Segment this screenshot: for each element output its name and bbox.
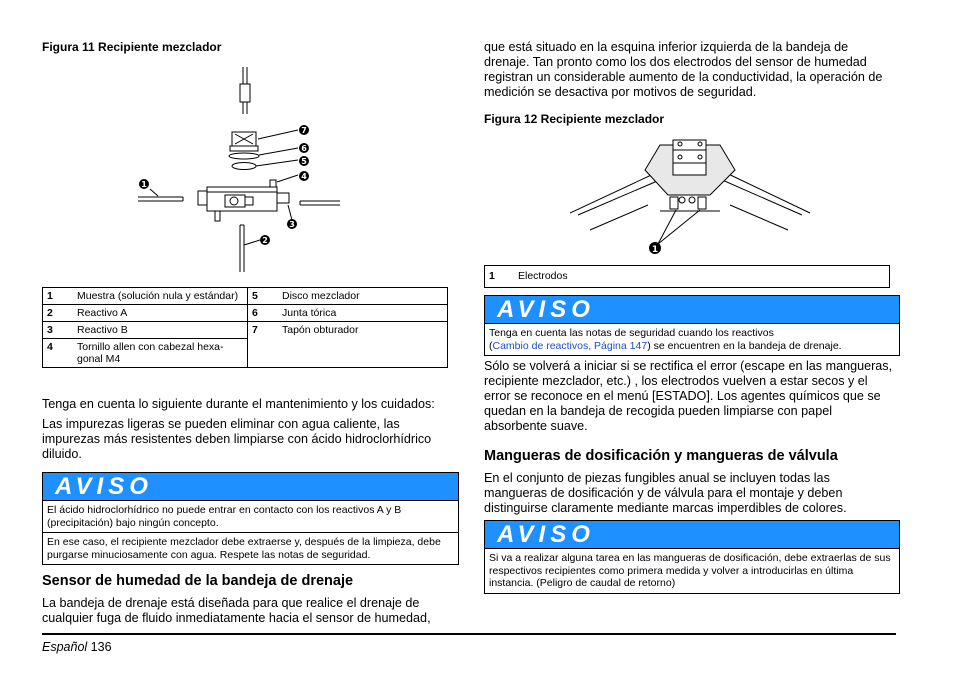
legend-row [43,288,448,305]
footer-divider [42,633,896,635]
page-footer [42,640,112,654]
legend-text: Reactivo A [73,305,248,322]
legend-num: 1 [43,288,74,305]
footer-language: Español [42,640,88,654]
legend-text: Junta tórica [278,305,448,322]
figure-11-mixing-vessel-diagram [130,62,340,277]
callout-1: 1 [141,180,147,189]
callout-5: 5 [301,157,307,166]
drain-tray-paragraph: La bandeja de drenaje está diseñada para que realice el drenaje de cualquier fuga de fluido inmediatamente hacia el sensor de humedad, [42,596,431,625]
legend-text: Electrodos [518,270,568,282]
callout-6: 6 [301,144,307,153]
section-heading-hoses: Mangueras de dosificación y mangueras de válvula [484,448,838,464]
figure-11-legend-table [42,287,448,368]
aviso-box-acid [42,472,459,565]
legend-num: 6 [248,305,279,322]
link-cambio-de-reactivos[interactable]: Cambio de reactivos, Página 147 [492,339,648,352]
aviso-text: Si va a realizar alguna tarea en las mangueras de dosificación, debe extraerlas de sus respectivos recipientes como primera medida y volver a introducirlas en última instancia. (Peligro de caudal de retorno) [489,552,891,589]
callout-4: 4 [301,172,307,181]
aviso-box-hoses [484,520,900,594]
aviso-heading: AVISO [43,473,458,501]
aviso-text-part: Tenga en cuenta las notas de seguridad cuando los reactivos [489,327,774,339]
legend-num: 5 [248,288,279,305]
legend-text: Muestra (solución nula y estándar) [73,288,248,305]
legend-text: Tapón obturador [278,322,448,368]
aviso-text [485,324,899,355]
figure-12-drain-tray-diagram [570,135,820,260]
aviso-text-part: ( [489,339,493,352]
impurities-paragraph: Las impurezas ligeras se pueden eliminar con agua caliente, las impurezas más resistentes deben limpiarse con ácido hidroclorhídrico diluido. [42,417,432,461]
section-heading-moisture-sensor: Sensor de humedad de la bandeja de drenaje [42,573,354,589]
legend-num: 3 [43,322,74,339]
legend-num: 2 [43,305,74,322]
legend-num: 7 [248,322,279,368]
sensor-continued-paragraph: que está situado en la esquina inferior izquierda de la bandeja de drenaje. Tan pronto como los dos electrodos del sensor de humedad registran un considerable aumento de la conductividad, la operación de medición se desactiva por motivos de seguridad. [484,40,883,99]
restart-paragraph: Sólo se volverá a iniciar si se rectifica el error (escape en las mangueras, recipiente mezclador, etc.) , los electrodos vuelven a estar secos y el error se reconoce en el menú [ESTADO]. Los agentes químicos que se quedan en la bandeja de recogida pueden limpiarse con papel absorbente suave. [484,359,893,433]
callout-3: 3 [289,220,295,229]
legend-row [43,322,448,339]
maintenance-intro-paragraph: Tenga en cuenta lo siguiente durante el mantenimiento y los cuidados: [42,397,435,411]
legend-num: 4 [43,339,74,368]
aviso-text: El ácido hidroclorhídrico no puede entrar en contacto con los reactivos A y B (precipitación) bajo ningún concepto. [47,504,402,529]
aviso-box-reagents [484,295,900,356]
aviso-heading: AVISO [485,296,899,324]
aviso-text-part: ) se encuentren en la bandeja de drenaje. [647,339,842,352]
callout-7: 7 [301,126,307,135]
figure-12-title: Figura 12 Recipiente mezclador [484,112,665,126]
figure-12-legend-table [484,265,890,288]
hoses-paragraph: En el conjunto de piezas fungibles anual se incluyen todas las mangueras de dosificación y de válvula para el montaje y deben distinguirse claramente mediante marcas imperdibles de colores. [484,471,847,515]
legend-row [43,305,448,322]
callout-2: 2 [262,236,268,245]
legend-text: Reactivo B [73,322,248,339]
legend-num: 1 [489,270,495,282]
legend-text: Tornillo allen con cabezal hexa-gonal M4 [73,339,248,368]
page-number: 136 [90,640,112,654]
legend-text: Disco mezclador [278,288,448,305]
callout-1-electrodes: 1 [651,245,659,255]
aviso-heading: AVISO [485,521,899,549]
aviso-text: En ese caso, el recipiente mezclador debe extraerse y, después de la limpieza, debe purgarse minuciosamente con agua. Respete las notas de seguridad. [43,532,458,561]
figure-11-title: Figura 11 Recipiente mezclador [42,40,222,54]
